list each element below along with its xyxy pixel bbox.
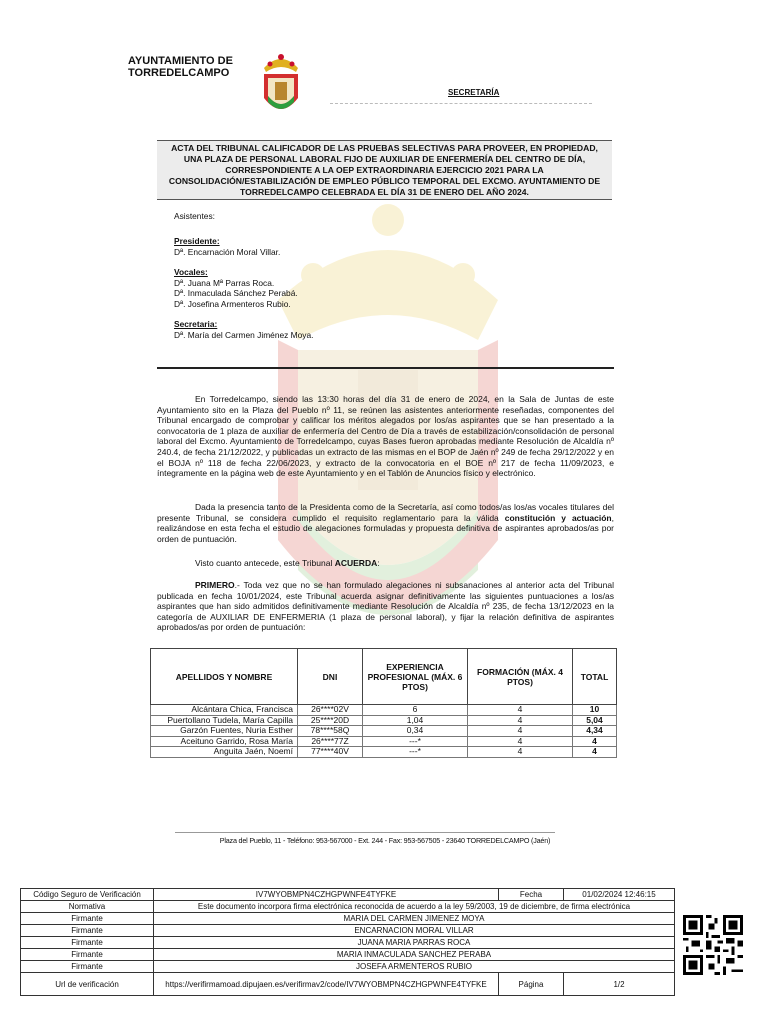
paragraph-2 (157, 502, 614, 544)
cell-total: 4,34 (573, 726, 617, 737)
vocal-name: Dª. Inmaculada Sánchez Perabá. (174, 288, 298, 298)
document-title: ACTA DEL TRIBUNAL CALIFICADOR DE LAS PRUEBAS SELECTIVAS PARA PROVEER, EN PROPIEDAD, UNA PLAZA DE PERSONAL LABORAL FIJO DE AUXILIAR DE ENFERMERÍA DEL CENTRO DE DÍA, CORRESPONDIENTE A LA OEP EXTRAORDINARIA EJERCICIO 2021 PARA LA CONSOLIDACIÓN/ESTABILIZACIÓN DE EMPLEO PÚBLICO TEMPORAL DEL EXCMO. AYUNTAMIENTO DE TORREDELCAMPO CELEBRADA EL DÍA 31 DE ENERO DEL AÑO 2024. (168, 143, 601, 197)
cell-name: Aceituno Garrido, Rosa María (151, 736, 298, 747)
divider (330, 103, 592, 104)
signer-name: ENCARNACION MORAL VILLAR (154, 925, 675, 937)
paragraph-4-text: .- Toda vez que no se han formulado alegaciones ni subsanaciones al anterior acta del Tribunal publicada en fecha 10/01/2024, este Tribunal acuerda asignar definitivamente las siguientes puntuaciones a los/as aspirantes que han sido admitidos definitivamente mediante Resolución de Alcaldía nº 235, de fecha 13/12/2023 en la categoría de AUXILIAR DE ENFERMERIA (1 plaza de personal laboral), y fijar la relación definitiva de aspirantes aprobados/as por orden de puntuación: (157, 580, 614, 633)
page-value: 1/2 (564, 973, 675, 996)
paragraph-1-text: En Torredelcampo, siendo las 13:30 horas del día 31 de enero de 2024, en la Sala de Juntas de este Ayuntamiento sito en la Plaza del Pueblo nº 11, se reúnen las asistentes anteriormente reseñadas, componentes del Tribunal encargado de comprobar y calificar los méritos alegados por los/as aspirantes que se han presentado a la convocatoria de 1 plaza de auxiliar de enfermería del Centro de Día a través de estabilización/consolidación de personal laboral del Excmo. Ayuntamiento de Torredelcampo, cuyas Bases fueron aprobadas mediante Resolución de Alcaldía nº 240.4, de fecha 21/12/2022, y publicadas un extracto de las mismas en el BOP de Jaén nº 249 de fecha 29/12/2022 y en el BOJA nº 118 de fecha 22/06/2023, y extracto de la convocatoria en el BOE nº 217 de fecha 11/09/2023, e íntegramente en la página web de este Ayuntamiento y en el Tablón de Anuncios físico y electrónico. (157, 394, 614, 479)
cell-dni: 77****40V (298, 747, 363, 758)
date-value: 01/02/2024 12:46:15 (564, 889, 675, 901)
attendees-heading: Asistentes: (174, 211, 215, 221)
table-row (151, 726, 617, 737)
paragraph-3-text: Visto cuanto antecede, este Tribunal (195, 558, 335, 568)
col-header-training: FORMACIÓN (MÁX. 4 PTOS) (468, 649, 573, 705)
signer-name: JOSEFA ARMENTEROS RUBIO (154, 961, 675, 973)
csv-value: IV7WYOBMPN4CZHGPWNFE4TYFKE (154, 889, 499, 901)
signer-name: JUANA MARIA PARRAS ROCA (154, 937, 675, 949)
page-label: Página (499, 973, 564, 996)
cell-name: Garzón Fuentes, Nuria Esther (151, 726, 298, 737)
cell-training: 4 (468, 747, 573, 758)
footer-divider (175, 832, 555, 833)
qr-code-icon (683, 915, 743, 975)
cell-training: 4 (468, 715, 573, 726)
paragraph-2-text: Dada la presencia tanto de la Presidenta como de la Secretaría, así como todos/as los/as vocales titulares del presente Tribunal, se considera cumplido el requisito reglamentario para la válida (157, 502, 614, 523)
cell-training: 4 (468, 726, 573, 737)
normativa-value: Este documento incorpora firma electrónica reconocida de acuerdo a la ley 59/2003, 19 de diciembre, de firma electrónica (154, 901, 675, 913)
cell-experience: 1,04 (363, 715, 468, 726)
date-label: Fecha (499, 889, 564, 901)
paragraph-3-bold: ACUERDA (334, 558, 378, 568)
org-line-2: TORREDELCAMPO (128, 67, 230, 79)
paragraph-2-bold: constitución y actuación (504, 512, 612, 523)
vocal-name: Dª. Juana Mª Parras Roca. (174, 277, 275, 288)
secretary-label: Secretaria: (174, 319, 218, 329)
cell-dni: 26****77Z (298, 736, 363, 747)
cell-total: 4 (573, 736, 617, 747)
vocales-block (174, 267, 298, 309)
signer-label: Firmante (21, 961, 154, 973)
signature-table (20, 888, 675, 996)
cell-training: 4 (468, 705, 573, 716)
cell-dni: 26****02V (298, 705, 363, 716)
signer-label: Firmante (21, 937, 154, 949)
vocales-label: Vocales: (174, 267, 208, 277)
signature-row (21, 961, 675, 973)
paragraph-4-bold: PRIMERO (195, 580, 235, 590)
signature-row (21, 913, 675, 925)
cell-total: 5,04 (573, 715, 617, 726)
col-header-total: TOTAL (573, 649, 617, 705)
signature-row (21, 901, 675, 913)
signer-label: Firmante (21, 913, 154, 925)
table-header-row (151, 649, 617, 705)
signer-name: MARIA DEL CARMEN JIMENEZ MOYA (154, 913, 675, 925)
cell-total: 4 (573, 747, 617, 758)
signature-row (21, 889, 675, 901)
cell-training: 4 (468, 736, 573, 747)
cell-experience: ---* (363, 747, 468, 758)
org-line-1: AYUNTAMIENTO DE (128, 55, 233, 67)
signature-row (21, 937, 675, 949)
cell-experience: 0,34 (363, 726, 468, 737)
cell-total: 10 (573, 705, 617, 716)
secretary-block (174, 319, 313, 340)
paragraph-2-text-end: , realizándose en esta fecha el estudio de alegaciones formuladas y propuesta definitiva de aspirantes aprobados/as por orden de puntuación. (157, 512, 614, 544)
footer-address: Plaza del Pueblo, 11 - Teléfono: 953-567000 - Ext. 244 - Fax: 953-567505 - 23640 TORREDELCAMPO (Jaén) (219, 836, 551, 845)
signature-row (21, 949, 675, 961)
cell-dni: 25****20D (298, 715, 363, 726)
signer-label: Firmante (21, 925, 154, 937)
paragraph-4 (157, 580, 614, 633)
cell-experience: ---* (363, 736, 468, 747)
cell-name: Alcántara Chica, Francisca (151, 705, 298, 716)
csv-label: Código Seguro de Verificación (21, 889, 154, 901)
municipal-crest-logo (258, 52, 304, 118)
cell-name: Puertollano Tudela, María Capilla (151, 715, 298, 726)
col-header-dni: DNI (298, 649, 363, 705)
paragraph-3 (157, 558, 614, 569)
paragraph-1 (157, 394, 614, 479)
scores-table (150, 648, 617, 758)
signature-row (21, 973, 675, 996)
table-row (151, 715, 617, 726)
url-label: Url de verificación (21, 973, 154, 996)
signer-name: MARIA INMACULADA SANCHEZ PERABA (154, 949, 675, 961)
president-name: Dª. Encarnación Moral Villar. (174, 246, 281, 257)
table-row (151, 747, 617, 758)
paragraph-3-text-end: : (377, 558, 380, 568)
president-block (174, 236, 280, 257)
table-row (151, 736, 617, 747)
section-rule (157, 367, 614, 369)
secretary-name: Dª. María del Carmen Jiménez Moya. (174, 329, 314, 340)
normativa-label: Normativa (21, 901, 154, 913)
verification-url[interactable]: https://verifirmamoad.dipujaen.es/verifirmav2/code/IV7WYOBMPN4CZHGPWNFE4TYFKE (154, 973, 499, 996)
signature-row (21, 925, 675, 937)
section-heading: SECRETARÍA (448, 88, 500, 97)
col-header-name: APELLIDOS Y NOMBRE (151, 649, 298, 705)
col-header-experience: EXPERIENCIA PROFESIONAL (MÁX. 6 PTOS) (363, 649, 468, 705)
vocal-name: Dª. Josefina Armenteros Rubio. (174, 298, 291, 309)
organization-name (128, 55, 233, 79)
cell-dni: 78****58Q (298, 726, 363, 737)
cell-experience: 6 (363, 705, 468, 716)
table-row (151, 705, 617, 716)
president-label: Presidente: (174, 236, 220, 246)
cell-name: Anguita Jaén, Noemí (151, 747, 298, 758)
signer-label: Firmante (21, 949, 154, 961)
